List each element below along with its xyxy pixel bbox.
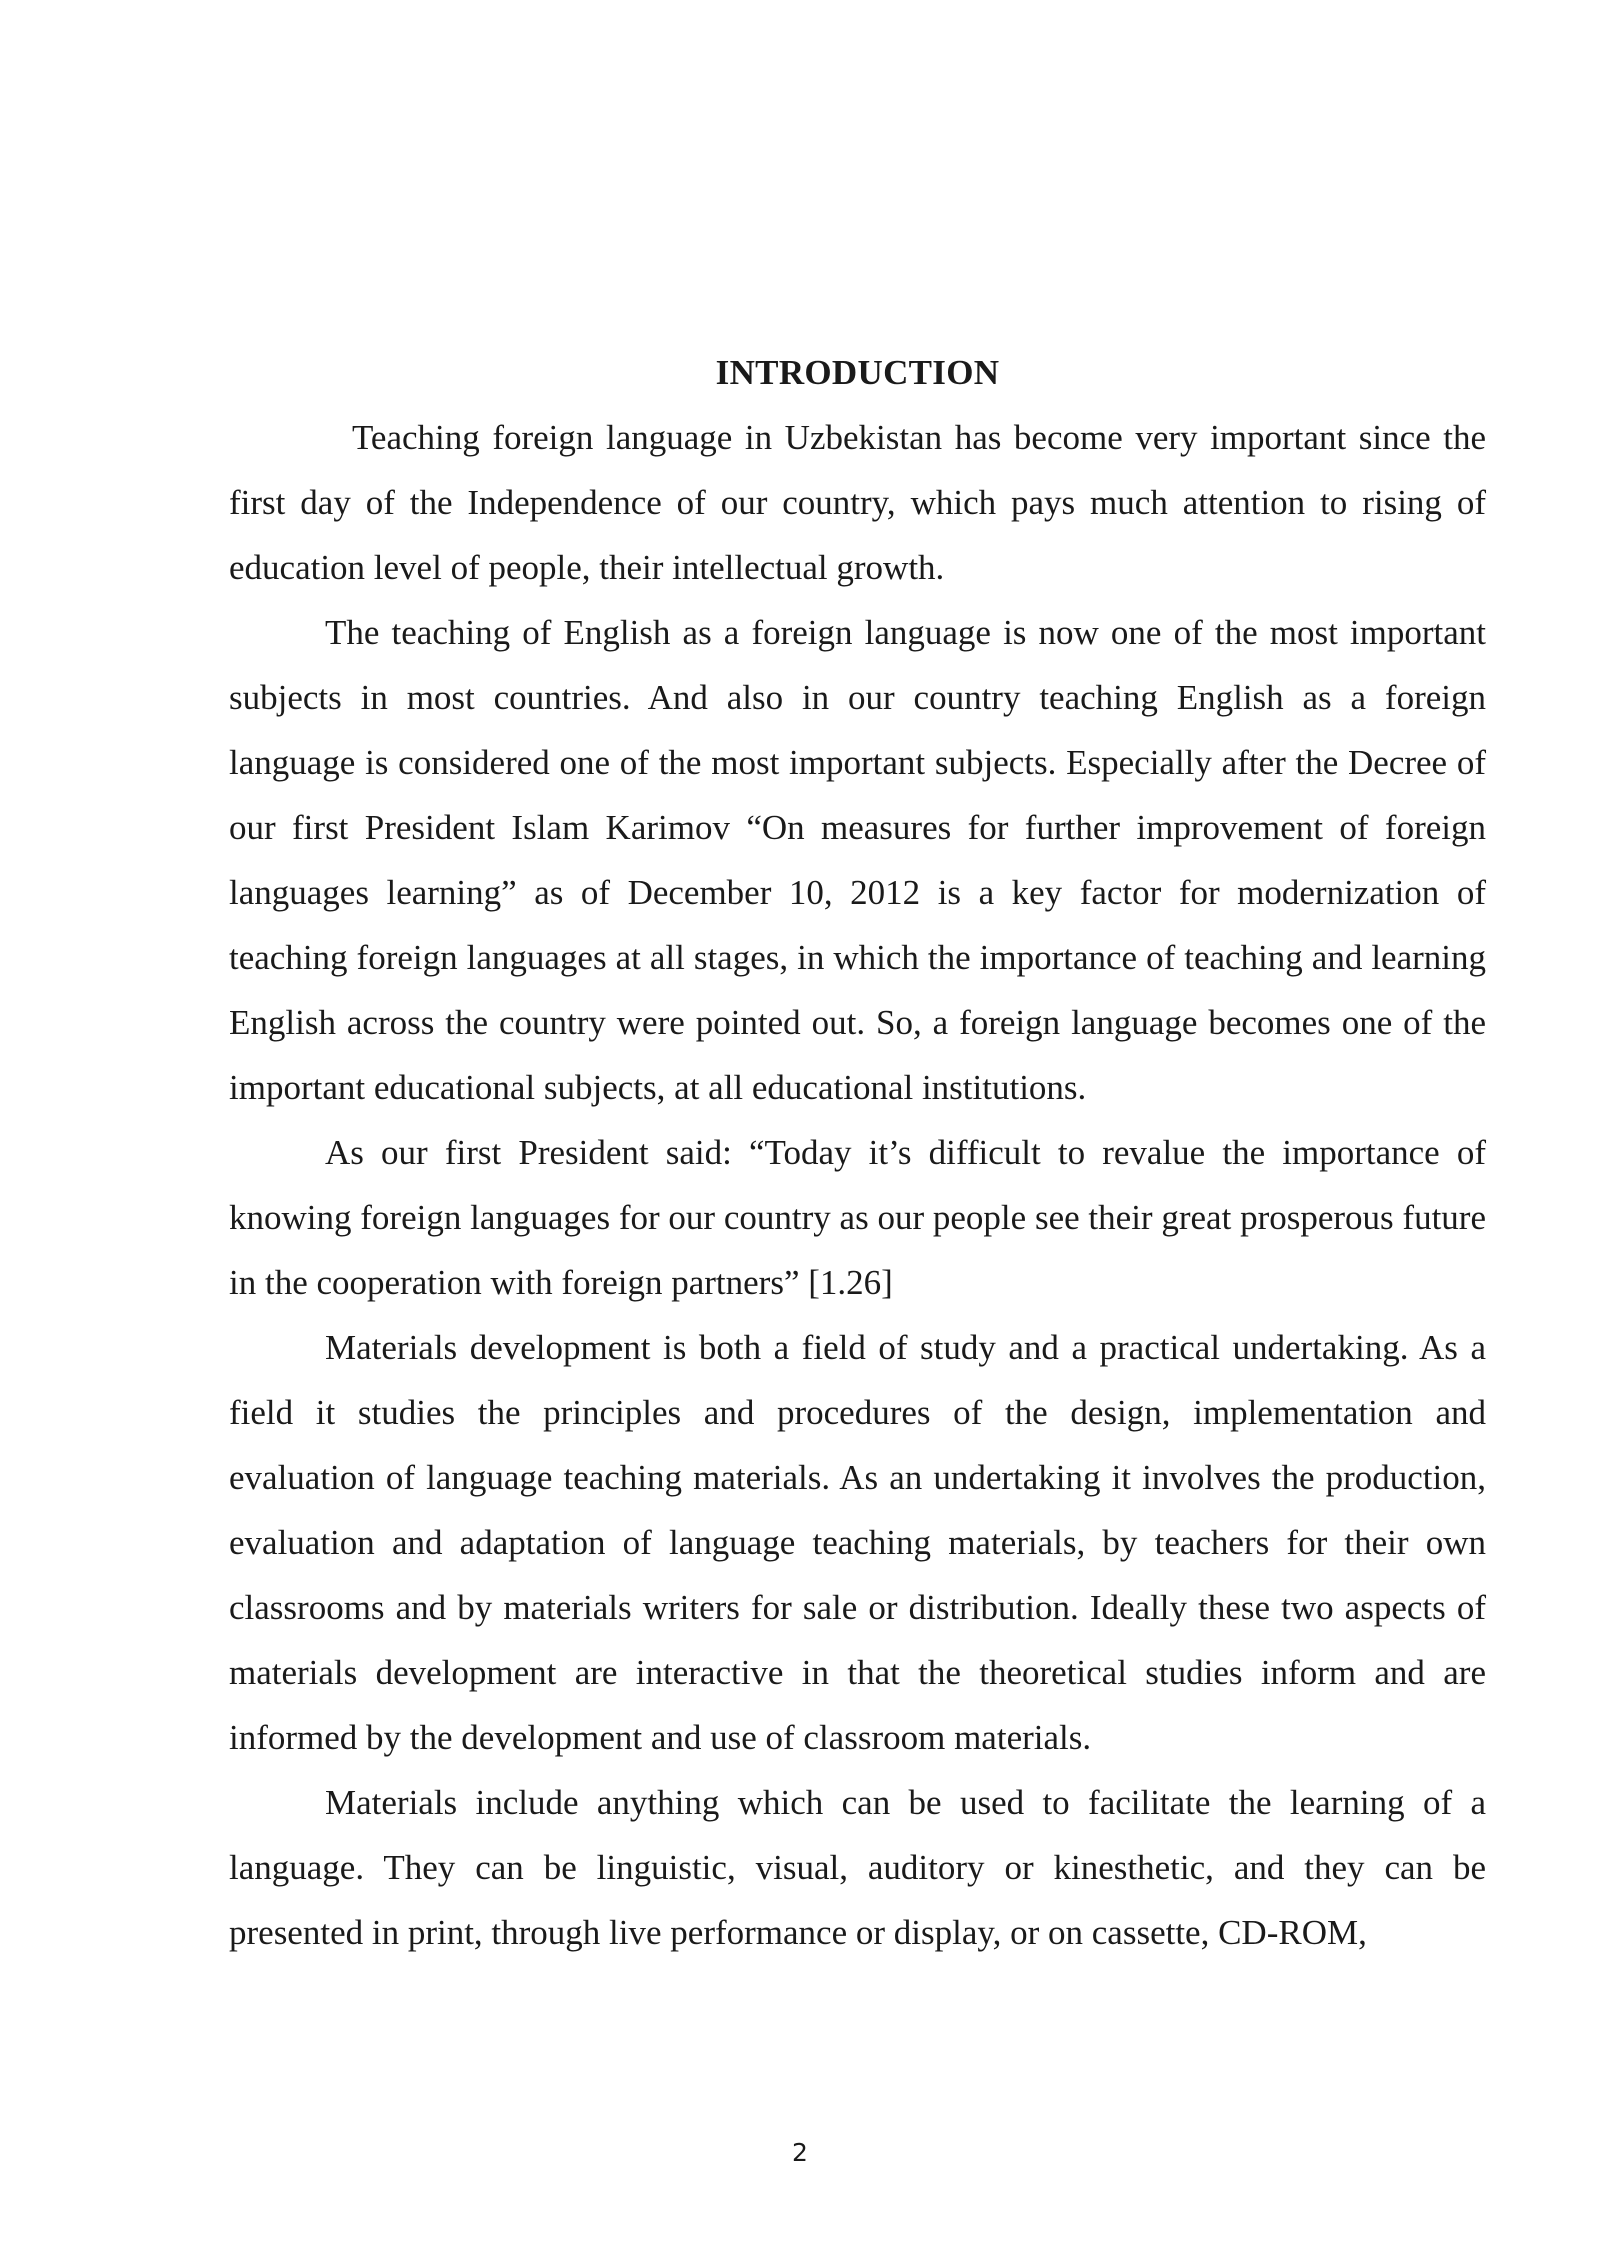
paragraph-2: The teaching of English as a foreign language is now one of the most important subjects in most countries. And also in our country teaching English as a foreign language is considered one of the most important subjects. Especially after the Decree of our first President Islam Karimov “On measures for further improvement of foreign languages learning” as of December 10, 2012 is a key factor for modernization of teaching foreign languages at all stages, in which the importance of teaching and learning English across the country were pointed out. So, a foreign language becomes one of the important educational subjects, at all educational institutions.	[229, 613, 1486, 1107]
paragraph-4: Materials development is both a field of study and a practical undertaking. As a field it studies the principles and procedures of the design, implementation and evaluation of language teaching materials. As an undertaking it involves the production, evaluation and adaptation of language teaching materials, by teachers for their own classrooms and by materials writers for sale or distribution. Ideally these two aspects of materials development are interactive in that the theoretical studies inform and are informed by the development and use of classroom materials.	[229, 1328, 1486, 1757]
page-content	[229, 340, 1486, 1965]
page-title: INTRODUCTION	[715, 353, 1000, 392]
paragraph-5: Materials include anything which can be used to facilitate the learning of a language. They can be linguistic, visual, auditory or kinesthetic, and they can be presented in print, through live performance or display, or on cassette, CD-ROM,	[229, 1783, 1486, 1952]
paragraph-1: Teaching foreign language in Uzbekistan has become very important since the first day of the Independence of our country, which pays much attention to rising of education level of people, their intellectual growth.	[229, 418, 1486, 587]
paragraph-3: As our first President said: “Today it’s difficult to revalue the importance of knowing foreign languages for our country as our people see their great prosperous future in the cooperation with foreign partners” [1.26]	[229, 1133, 1486, 1302]
page-number: 2	[792, 2138, 808, 2167]
